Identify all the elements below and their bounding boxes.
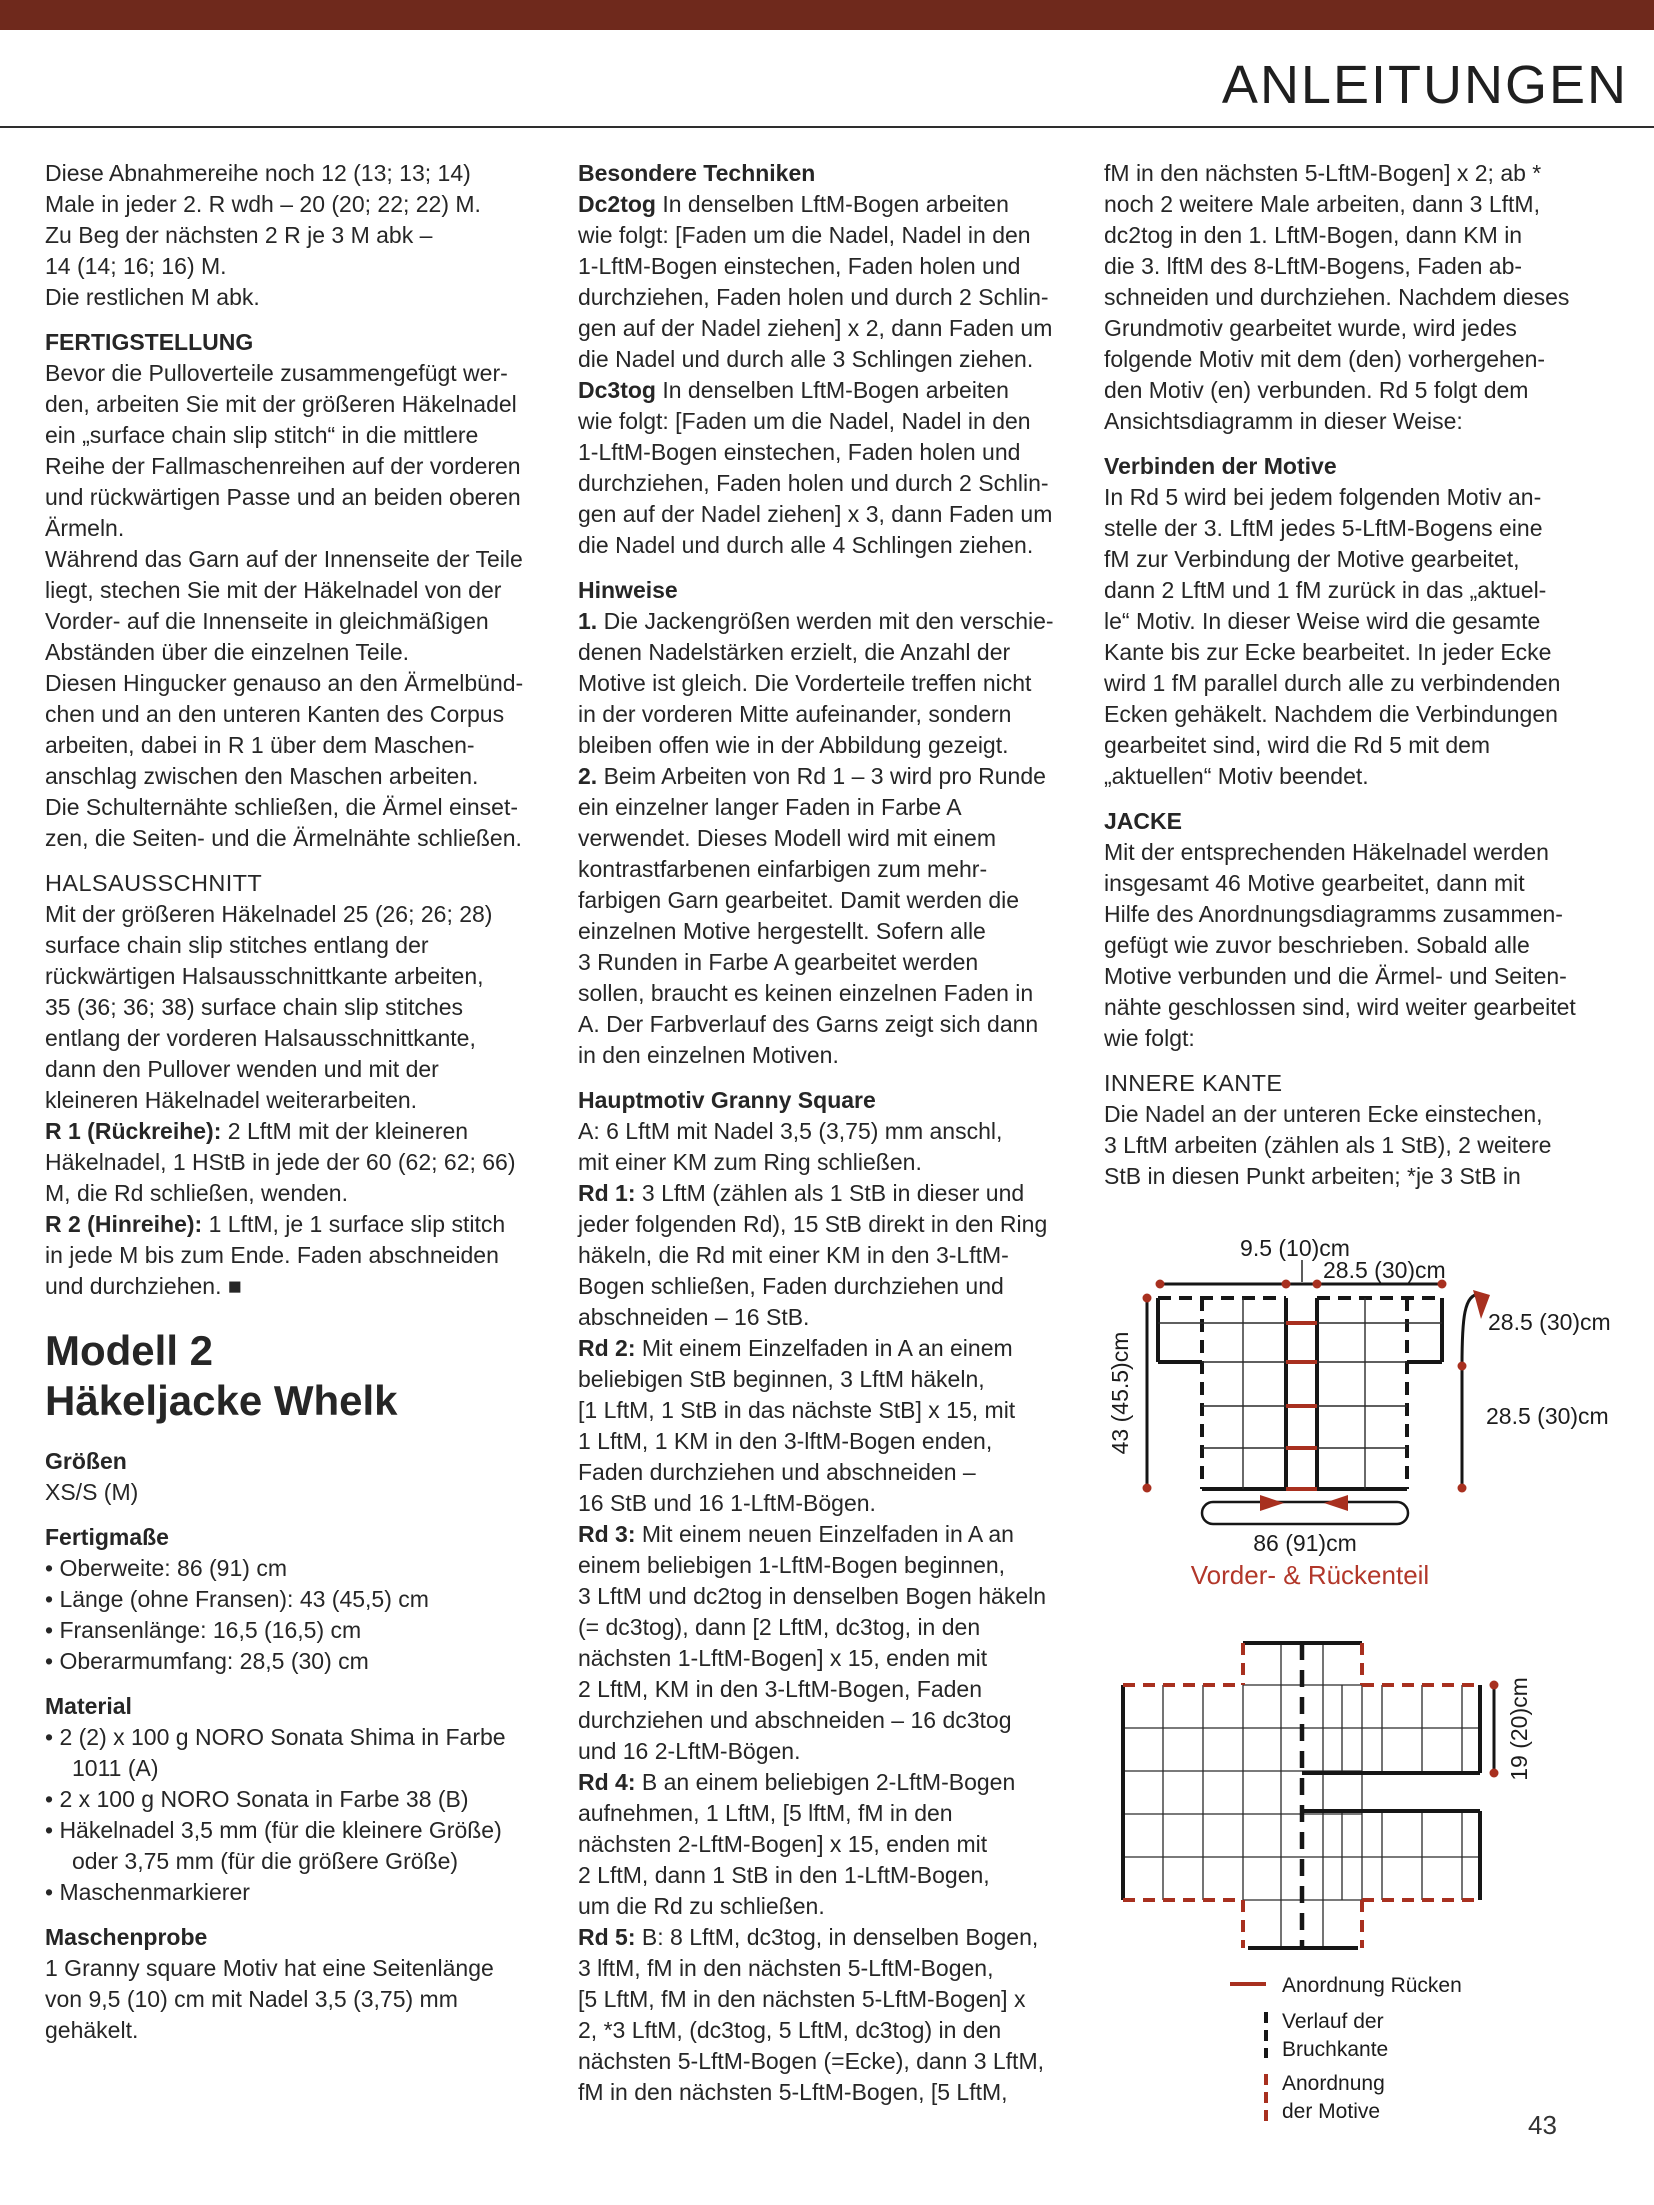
text-line: Ecken gehäkelt. Nachdem die Verbindungen	[1104, 701, 1558, 727]
text-line: die Nadel und durch alle 4 Schlingen ziehen.	[578, 532, 1034, 558]
section-heading: Besondere Techniken	[578, 160, 816, 186]
text-line: ein „surface chain slip stitch“ in die mittlere	[45, 422, 479, 448]
text-line: nächsten 1-LftM-Bogen] x 15, enden mit	[578, 1645, 988, 1671]
paragraph	[45, 358, 563, 854]
text-line: nächsten 2-LftM-Bogen] x 15, enden mit	[578, 1831, 988, 1857]
text-line: Während das Garn auf der Innenseite der Teile	[45, 546, 523, 572]
spacer	[45, 1908, 563, 1922]
text-line: den, arbeiten Sie mit der größeren Häkelnadel	[45, 391, 517, 417]
text-line: 1011 (A)	[72, 1755, 159, 1781]
text-line: 2 LftM, KM in den 3-LftM-Bogen, Faden	[578, 1676, 982, 1702]
text-line: und rückwärtigen Passe und an beiden oberen	[45, 484, 521, 510]
section-heading: Hauptmotiv Granny Square	[578, 1087, 876, 1113]
text-line: R 2 (Hinreihe): 1 LftM, je 1 surface slip stitch	[45, 1211, 506, 1237]
text-line: folgende Motiv mit dem (den) vorhergehen-	[1104, 346, 1546, 372]
arrangement-diagram	[1090, 1628, 1654, 2138]
legend	[1230, 1974, 1462, 2123]
text-column-2	[578, 158, 1096, 2108]
model-title	[45, 1326, 563, 1426]
text-line: gearbeitet sind, wird die Rd 5 mit dem	[1104, 732, 1491, 758]
spacer	[45, 313, 563, 327]
dim-bottom: 86 (91)cm	[1253, 1530, 1357, 1556]
section-heading: JACKE	[1104, 808, 1182, 834]
dim-shoulder: 28.5 (30)cm	[1323, 1257, 1446, 1283]
text-line: • Fransenlänge: 16,5 (16,5) cm	[45, 1617, 362, 1643]
text-line: den Motiv (en) verbunden. Rd 5 folgt dem	[1104, 377, 1529, 403]
text-line: durchziehen, Faden holen und durch 2 Schlin-	[578, 284, 1049, 310]
text-line: Rd 3: Mit einem neuen Einzelfaden in A an	[578, 1521, 1014, 1547]
text-line: 2 LftM, dann 1 StB in den 1-LftM-Bogen,	[578, 1862, 990, 1888]
text-line: 3 Runden in Farbe A gearbeitet werden	[578, 949, 979, 975]
spacer	[45, 854, 563, 868]
paragraph	[45, 1477, 563, 1508]
text-line: fM in den nächsten 5-LftM-Bogen, [5 LftM,	[578, 2079, 1008, 2105]
text-line: von 9,5 (10) cm mit Nadel 3,5 (3,75) mm	[45, 1986, 458, 2012]
text-line: Die Nadel an der unteren Ecke einstechen,	[1104, 1101, 1543, 1127]
paragraph	[1104, 482, 1622, 792]
paragraph	[1104, 837, 1622, 1054]
text-line: bleiben offen wie in der Abbildung gezeigt.	[578, 732, 1009, 758]
text-line: Die restlichen M abk.	[45, 284, 260, 310]
text-line: anschlag zwischen den Maschen arbeiten.	[45, 763, 479, 789]
text-line: 2. Beim Arbeiten von Rd 1 – 3 wird pro Runde	[578, 763, 1046, 789]
text-line: die 3. lftM des 8-LftM-Bogens, Faden ab-	[1104, 253, 1523, 279]
text-line: • 2 x 100 g NORO Sonata in Farbe 38 (B)	[45, 1786, 469, 1812]
section-heading: Größen	[45, 1448, 127, 1474]
text-line: „aktuellen“ Motiv beendet.	[1104, 763, 1369, 789]
text-line: Grundmotiv gearbeitet wurde, wird jedes	[1104, 315, 1517, 341]
section-heading: Material	[45, 1693, 132, 1719]
text-line: (= dc3tog), dann [2 LftM, dc3tog, in den	[578, 1614, 981, 1640]
text-line: Ärmeln.	[45, 515, 125, 541]
text-line: dc2tog in den 1. LftM-Bogen, dann KM in	[1104, 222, 1523, 248]
text-line: die Nadel und durch alle 3 Schlingen ziehen.	[578, 346, 1034, 372]
text-line: gefügt wie zuvor beschrieben. Sobald alle	[1104, 932, 1530, 958]
hem-band	[1202, 1495, 1408, 1524]
dim-height: 43 (45.5)cm	[1107, 1331, 1133, 1455]
text-line: A. Der Farbverlauf des Garns zeigt sich dann	[578, 1011, 1039, 1037]
text-line: wie folgt:	[1104, 1025, 1195, 1051]
text-line: oder 3,75 mm (für die größere Größe)	[72, 1848, 459, 1874]
text-line: Reihe der Fallmaschenreihen auf der vorderen	[45, 453, 521, 479]
text-line: [1 LftM, 1 StB in das nächste StB] x 15, mit	[578, 1397, 1016, 1423]
spacer	[45, 1508, 563, 1522]
text-line: in den einzelnen Motiven.	[578, 1042, 839, 1068]
text-line: Dc2tog In denselben LftM-Bogen arbeiten	[578, 191, 1009, 217]
text-line: wie folgt: [Faden um die Nadel, Nadel in den	[578, 408, 1031, 434]
text-line: sollen, braucht es keinen einzelnen Faden in	[578, 980, 1034, 1006]
text-column-1	[45, 158, 563, 2046]
section-heading-caps: INNERE KANTE	[1104, 1070, 1283, 1096]
center-front-marks	[1286, 1323, 1317, 1489]
paragraph	[578, 1116, 1096, 2108]
schematic-caption: Vorder- & Rückenteil	[1190, 1560, 1430, 1590]
text-line: zen, die Seiten- und die Ärmelnähte schließen.	[45, 825, 522, 851]
text-line: abschneiden – 16 StB.	[578, 1304, 810, 1330]
text-line: Hilfe des Anordnungsdiagramms zusammen-	[1104, 901, 1563, 927]
paragraph	[45, 1553, 563, 1677]
text-line: stelle der 3. LftM jedes 5-LftM-Bogens eine	[1104, 515, 1543, 541]
text-line: in jede M bis zum Ende. Faden abschneiden	[45, 1242, 499, 1268]
text-line: Rd 5: B: 8 LftM, dc3tog, in denselben Bogen,	[578, 1924, 1039, 1950]
text-line: häkeln, die Rd mit einer KM in den 3-LftM-	[578, 1242, 1009, 1268]
paragraph	[578, 606, 1096, 1071]
legend-motifs-label-2: der Motive	[1282, 2100, 1381, 2123]
text-column-3	[1104, 158, 1622, 1192]
text-line: einzelnen Motive hergestellt. Sofern alle	[578, 918, 986, 944]
text-line: fM in den nächsten 5-LftM-Bogen] x 2; ab *	[1104, 160, 1542, 186]
text-line: noch 2 weitere Male arbeiten, dann 3 LftM,	[1104, 191, 1540, 217]
legend-fold-label-1: Verlauf der	[1282, 2010, 1384, 2033]
text-line: chen und an den unteren Kanten des Corpus	[45, 701, 505, 727]
text-line: Dc3tog In denselben LftM-Bogen arbeiten	[578, 377, 1009, 403]
text-line: jeder folgenden Rd), 15 StB direkt in den Ring	[578, 1211, 1048, 1237]
text-line: wie folgt: [Faden um die Nadel, Nadel in den	[578, 222, 1031, 248]
text-line: um die Rd zu schließen.	[578, 1893, 825, 1919]
text-line: dann 2 LftM und 1 fM zurück in das „aktuel-	[1104, 577, 1547, 603]
text-line: 2, *3 LftM, (dc3tog, 5 LftM, dc3tog) in den	[578, 2017, 1002, 2043]
text-line: denen Nadelstärken erzielt, die Anzahl der	[578, 639, 1011, 665]
text-line: 3 LftM und dc2tog in denselben Bogen häkeln	[578, 1583, 1047, 1609]
text-line: Motive ist gleich. Die Vorderteile treffen nicht	[578, 670, 1032, 696]
page-title: ANLEITUNGEN	[1221, 55, 1628, 115]
section-heading: Maschenprobe	[45, 1924, 208, 1950]
text-line: Bevor die Pulloverteile zusammengefügt wer-	[45, 360, 508, 386]
text-line: [5 LftM, fM in den nächsten 5-LftM-Bogen] x	[578, 1986, 1026, 2012]
text-line: gehäkelt.	[45, 2017, 139, 2043]
garment-outline	[1158, 1298, 1442, 1489]
text-line: 1-LftM-Bogen einstechen, Faden holen und	[578, 439, 1021, 465]
paragraph	[45, 1722, 563, 1908]
paragraph	[45, 1953, 563, 2046]
text-line: R 1 (Rückreihe): 2 LftM mit der kleineren	[45, 1118, 469, 1144]
text-line: Kante bis zur Ecke bearbeitet. In jeder Ecke	[1104, 639, 1552, 665]
text-line: 16 StB und 16 1-LftM-Bögen.	[578, 1490, 876, 1516]
text-line: nähte geschlossen sind, wird weiter gearbeitet	[1104, 994, 1576, 1020]
text-line: Mit der größeren Häkelnadel 25 (26; 26; 28)	[45, 901, 493, 927]
paragraph	[1104, 158, 1622, 437]
dim-side: 28.5 (30)cm	[1486, 1403, 1609, 1429]
text-line: liegt, stechen Sie mit der Häkelnadel von der	[45, 577, 502, 603]
text-line: Diesen Hingucker genauso an den Ärmelbünd-	[45, 670, 524, 696]
text-line: einem beliebigen 1-LftM-Bogen beginnen,	[578, 1552, 1006, 1578]
text-line: 3 lftM, fM in den nächsten 5-LftM-Bogen,	[578, 1955, 994, 1981]
text-line: 35 (36; 36; 38) surface chain slip stitches	[45, 994, 464, 1020]
text-line: Rd 1: 3 LftM (zählen als 1 StB in dieser und	[578, 1180, 1025, 1206]
schematic-front-back	[1090, 1226, 1654, 1626]
text-line: • Oberweite: 86 (91) cm	[45, 1555, 287, 1581]
text-line: durchziehen, Faden holen und durch 2 Schlin-	[578, 470, 1049, 496]
text-line: Faden durchziehen und abschneiden –	[578, 1459, 976, 1485]
text-line: beliebigen StB beginnen, 3 LftM häkeln,	[578, 1366, 985, 1392]
text-line: Rd 4: B an einem beliebigen 2-LftM-Bogen	[578, 1769, 1016, 1795]
text-line: Male in jeder 2. R wdh – 20 (20; 22; 22) M.	[45, 191, 481, 217]
text-line: kleineren Häkelnadel weiterarbeiten.	[45, 1087, 418, 1113]
section-heading: Hinweise	[578, 577, 678, 603]
spacer	[1104, 437, 1622, 451]
text-line: Motive verbunden und die Ärmel- und Seiten-	[1104, 963, 1567, 989]
legend-motifs-label-1: Anordnung	[1282, 2072, 1385, 2095]
text-line: durchziehen und abschneiden – 16 dc3tog	[578, 1707, 1012, 1733]
text-line: gen auf der Nadel ziehen] x 3, dann Faden um	[578, 501, 1053, 527]
text-line: aufnehmen, 1 LftM, [5 lftM, fM in den	[578, 1800, 953, 1826]
text-line: 14 (14; 16; 16) M.	[45, 253, 227, 279]
arrow-right	[1260, 1495, 1284, 1511]
paragraph	[45, 899, 563, 1302]
text-line: Vorder- auf die Innenseite in gleichmäßigen	[45, 608, 489, 634]
text-line: in der vorderen Mitte aufeinander, sondern	[578, 701, 1012, 727]
dimension-lines	[1147, 1260, 1480, 1488]
text-line: 1 Granny square Motiv hat eine Seitenlänge	[45, 1955, 494, 1981]
text-line: dann den Pullover wenden und mit der	[45, 1056, 439, 1082]
text-line: Rd 2: Mit einem Einzelfaden in A an einem	[578, 1335, 1013, 1361]
text-line: XS/S (M)	[45, 1479, 139, 1505]
text-line: und 16 2-LftM-Bögen.	[578, 1738, 801, 1764]
text-line: • Häkelnadel 3,5 mm (für die kleinere Größe)	[45, 1817, 502, 1843]
text-line: Bogen schließen, Faden durchziehen und	[578, 1273, 1004, 1299]
text-line: • Oberarmumfang: 28,5 (30) cm	[45, 1648, 369, 1674]
text-line: • 2 (2) x 100 g NORO Sonata Shima in Farbe	[45, 1724, 506, 1750]
text-line: Häkelnadel, 1 HStB in jede der 60 (62; 62; 66)	[45, 1149, 516, 1175]
text-line: 3 LftM arbeiten (zählen als 1 StB), 2 weitere	[1104, 1132, 1552, 1158]
text-line: ein einzelner langer Faden in Farbe A	[578, 794, 962, 820]
model-title-line: Modell 2	[45, 1327, 214, 1374]
text-line: gen auf der Nadel ziehen] x 2, dann Faden um	[578, 315, 1053, 341]
text-line: wird 1 fM parallel durch alle zu verbindenden	[1104, 670, 1561, 696]
text-line: Abständen über die einzelnen Teile.	[45, 639, 410, 665]
section-heading: Verbinden der Motive	[1104, 453, 1337, 479]
legend-back-label: Anordnung Rücken	[1282, 1974, 1462, 1997]
text-line: fM zur Verbindung der Motive gearbeitet,	[1104, 546, 1520, 572]
text-line: kontrastfarbenen einfarbigen zum mehr-	[578, 856, 988, 882]
text-line: entlang der vorderen Halsausschnittkante,	[45, 1025, 476, 1051]
text-line: mit einer KM zum Ring schließen.	[578, 1149, 922, 1175]
spacer	[45, 1677, 563, 1691]
text-line: A: 6 LftM mit Nadel 3,5 (3,75) mm anschl,	[578, 1118, 1003, 1144]
arrow-left	[1324, 1495, 1348, 1511]
text-line: M, die Rd schließen, wenden.	[45, 1180, 348, 1206]
legend-fold-label-2: Bruchkante	[1282, 2038, 1389, 2061]
section-heading: Fertigmaße	[45, 1524, 169, 1550]
spacer	[578, 1071, 1096, 1085]
section-heading-caps: HALSAUSSCHNITT	[45, 870, 263, 896]
text-line: Die Schulternähte schließen, die Ärmel einset-	[45, 794, 519, 820]
text-line: Diese Abnahmereihe noch 12 (13; 13; 14)	[45, 160, 471, 186]
dim-sleeve: 28.5 (30)cm	[1488, 1309, 1611, 1335]
header-rule	[0, 126, 1654, 128]
text-line: 1-LftM-Bogen einstechen, Faden holen und	[578, 253, 1021, 279]
page-number: 43	[1528, 2110, 1557, 2140]
paragraph	[1104, 1099, 1622, 1192]
spacer	[1104, 792, 1622, 806]
text-line: schneiden und durchziehen. Nachdem dieses	[1104, 284, 1570, 310]
dimension	[1490, 1681, 1499, 1778]
spacer	[1104, 1054, 1622, 1068]
dim-top-width: 9.5 (10)cm	[1240, 1235, 1350, 1261]
text-line: 1 LftM, 1 KM in den 3-lftM-Bogen enden,	[578, 1428, 993, 1454]
text-line: Zu Beg der nächsten 2 R je 3 M abk –	[45, 222, 433, 248]
text-line: StB in diesen Punkt arbeiten; *je 3 StB in	[1104, 1163, 1521, 1189]
model-title-line: Häkeljacke Whelk	[45, 1377, 398, 1424]
text-line: farbigen Garn gearbeitet. Damit werden die	[578, 887, 1020, 913]
text-line: Ansichtsdiagramm in dieser Weise:	[1104, 408, 1463, 434]
text-line: • Länge (ohne Fransen): 43 (45,5) cm	[45, 1586, 429, 1612]
text-line: In Rd 5 wird bei jedem folgenden Motiv an-	[1104, 484, 1542, 510]
text-line: und durchziehen. ■	[45, 1273, 242, 1299]
text-line: insgesamt 46 Motive gearbeitet, dann mit	[1104, 870, 1525, 896]
text-line: rückwärtigen Halsausschnittkante arbeiten,	[45, 963, 484, 989]
top-accent-bar	[0, 0, 1654, 30]
text-line: nächsten 5-LftM-Bogen (=Ecke), dann 3 LftM,	[578, 2048, 1044, 2074]
text-line: • Maschenmarkierer	[45, 1879, 250, 1905]
text-line: 1. Die Jackengrößen werden mit den verschie-	[578, 608, 1054, 634]
text-line: arbeiten, dabei in R 1 über dem Maschen-	[45, 732, 475, 758]
text-line: verwendet. Dieses Modell wird mit einem	[578, 825, 996, 851]
text-line: surface chain slip stitches entlang der	[45, 932, 429, 958]
text-line: le“ Motiv. In dieser Weise wird die gesamte	[1104, 608, 1541, 634]
section-heading: FERTIGSTELLUNG	[45, 329, 254, 355]
paragraph	[45, 158, 563, 313]
paragraph	[578, 189, 1096, 561]
dim-height: 19 (20)cm	[1506, 1677, 1532, 1781]
text-line: Mit der entsprechenden Häkelnadel werden	[1104, 839, 1549, 865]
spacer	[578, 561, 1096, 575]
